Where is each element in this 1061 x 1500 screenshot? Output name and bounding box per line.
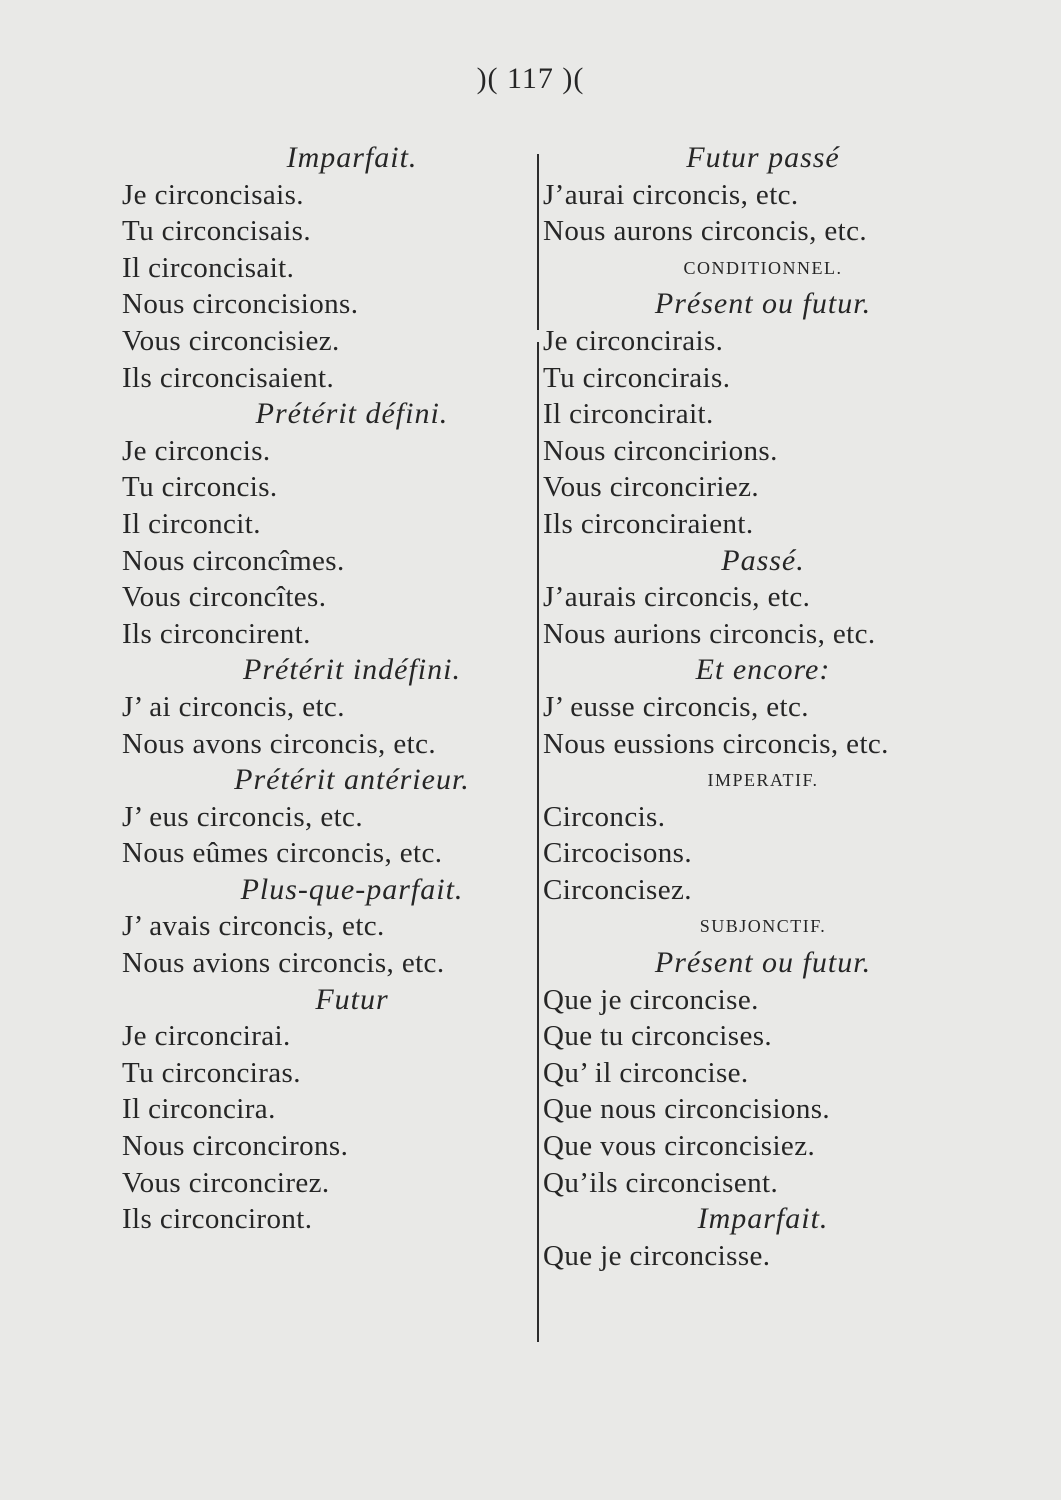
conjugation-line: Je circoncis. [122, 434, 271, 467]
conjugation-line: Vous circoncisiez. [122, 324, 340, 357]
conjugation-line: Vous circonciriez. [543, 471, 760, 504]
conjugation-line: Qu’ils circoncisent. [543, 1166, 779, 1199]
conjugation-line: Ils circonciront. [122, 1203, 313, 1236]
conjugation-line: Circoncis. [543, 800, 666, 833]
conjugation-line: Nous aurions circoncis, etc. [543, 617, 876, 650]
conjugation-line: Ils circoncisaient. [122, 361, 335, 394]
tense-heading: Imparfait. [697, 1202, 829, 1236]
conjugation-line: Il circoncisait. [122, 251, 295, 284]
conjugation-line: Il circoncirait. [543, 398, 714, 431]
conjugation-line: Nous circoncirons. [122, 1130, 349, 1163]
conjugation-line: Vous circoncîtes. [122, 581, 327, 614]
conjugation-line: Que nous circoncisions. [543, 1093, 831, 1126]
conjugation-line: J’ avais circoncis, etc. [122, 910, 385, 943]
conjugation-line: Tu circonciras. [122, 1056, 301, 1089]
tense-heading: Passé. [721, 543, 805, 577]
conjugation-line: Vous circoncirez. [122, 1166, 330, 1199]
conjugation-line: Je circoncirais. [543, 324, 724, 357]
tense-heading: Présent ou futur. [654, 287, 872, 321]
conjugation-line: J’aurai circoncis, etc. [543, 178, 799, 211]
conjugation-line: Tu circoncis. [122, 471, 278, 504]
conjugation-line: Nous avons circoncis, etc. [122, 727, 437, 760]
tense-heading: Plus-que-parfait. [240, 872, 464, 906]
conjugation-line: Nous circoncirions. [543, 434, 778, 467]
conjugation-line: Nous aurons circoncis, etc. [543, 215, 868, 248]
conjugation-line: Tu circoncirais. [543, 361, 731, 394]
tense-heading: Imparfait. [286, 141, 418, 174]
conjugation-line: Il circoncira. [122, 1093, 276, 1126]
conjugation-line: J’aurais circoncis, etc. [543, 581, 811, 614]
conjugation-line: Nous circoncisions. [122, 288, 359, 321]
tense-heading: Prétérit indéfini. [243, 653, 461, 687]
tense-heading: Futur [315, 982, 389, 1016]
conjugation-line: Que je circoncisse. [543, 1239, 771, 1272]
conjugation-line: Nous circoncîmes. [122, 544, 345, 577]
conjugation-line: Tu circoncisais. [122, 215, 311, 248]
conjugation-line: Nous eussions circoncis, etc. [543, 727, 889, 760]
column-divider [537, 342, 539, 1342]
left-column [122, 140, 522, 1238]
conjugation-line: J’ eusse circoncis, etc. [543, 690, 809, 723]
conjugation-line: Nous avions circoncis, etc. [122, 947, 445, 980]
mood-heading: IMPERATIF. [707, 770, 819, 791]
conjugation-line: Circocisons. [543, 837, 692, 870]
tense-heading: Et encore: [695, 653, 831, 687]
mood-heading: CONDITIONNEL. [683, 257, 843, 278]
column-divider-top [537, 154, 539, 330]
conjugation-line: Nous eûmes circoncis, etc. [122, 837, 443, 870]
mood-heading: SUBJONCTIF. [699, 916, 827, 937]
conjugation-line: Qu’ il circoncise. [543, 1056, 749, 1089]
page-number: )( 117 )( [476, 62, 585, 95]
tense-heading: Prétérit antérieur. [234, 763, 470, 797]
right-column [543, 140, 943, 1274]
conjugation-line: Je circoncirai. [122, 1020, 291, 1053]
tense-heading: Présent ou futur. [654, 946, 872, 980]
conjugation-line: Ils circonciraient. [543, 507, 754, 540]
conjugation-line: Que vous circoncisiez. [543, 1130, 816, 1163]
conjugation-line: Je circoncisais. [122, 178, 304, 211]
conjugation-line: Il circoncit. [122, 507, 261, 540]
conjugation-line: J’ ai circoncis, etc. [122, 690, 345, 723]
tense-heading: Prétérit défini. [255, 397, 449, 431]
conjugation-line: Circoncisez. [543, 873, 692, 906]
conjugation-line: Que tu circoncises. [543, 1020, 773, 1053]
conjugation-line: Que je circoncise. [543, 983, 759, 1016]
conjugation-line: J’ eus circoncis, etc. [122, 800, 363, 833]
conjugation-line: Ils circoncirent. [122, 617, 311, 650]
tense-heading: Futur passé [686, 141, 840, 174]
